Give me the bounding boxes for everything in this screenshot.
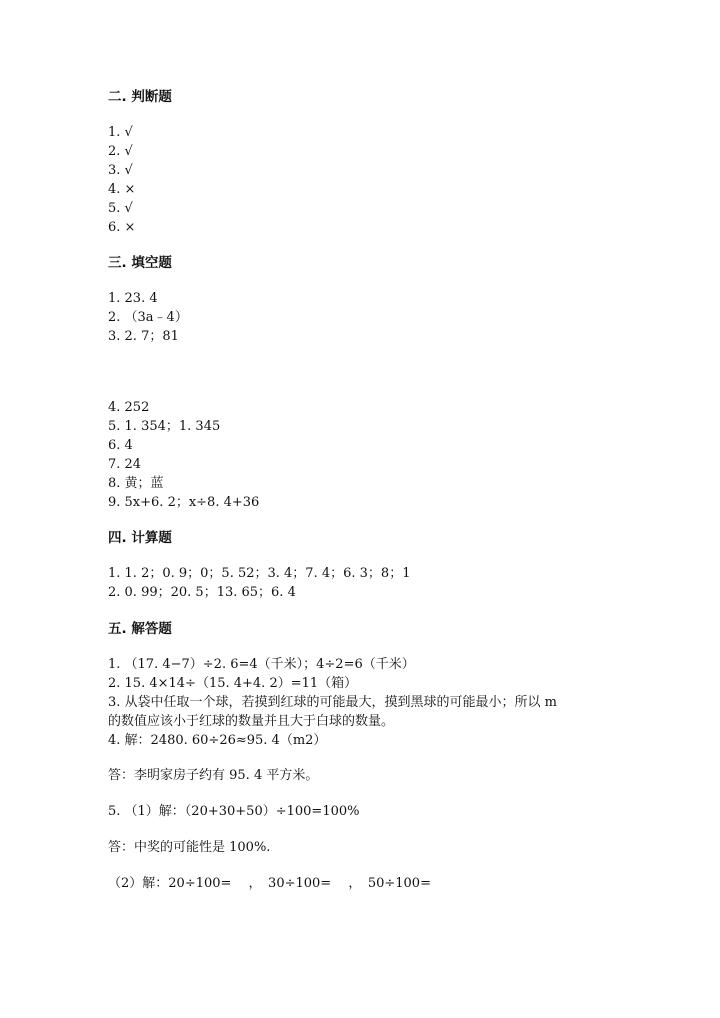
fill-item-6: 6. 4 [108, 438, 133, 453]
fill-item-3: 3. 2. 7；81 [108, 329, 179, 344]
fill-item-7: 7. 24 [108, 457, 142, 472]
judge-item-1: 1. √ [108, 125, 133, 140]
solve-item-2: 2. 15. 4×14÷（15. 4+4. 2）=11（箱） [108, 676, 358, 691]
judge-item-3: 3. √ [108, 163, 133, 178]
fill-item-1: 1. 23. 4 [108, 291, 158, 306]
judge-item-4: 4. × [108, 182, 136, 197]
solve-answer-5-part1: 答：中奖的可能性是 100%. [108, 840, 271, 855]
solve-item-4: 4. 解：2480. 60÷26≈95. 4（m2） [108, 733, 327, 748]
fill-item-8: 8. 黄；蓝 [108, 476, 164, 491]
section-title-judge: 二. 判断题 [108, 89, 172, 105]
fill-item-2: 2. （3a﹣4） [108, 310, 188, 325]
fill-item-4: 4. 252 [108, 400, 150, 415]
solve-item-1: 1. （17. 4−7）÷2. 6=4（千米）；4÷2=6（千米） [108, 657, 415, 672]
fill-item-5: 5. 1. 354；1. 345 [108, 419, 221, 434]
solve-answer-4: 答：李明家房子约有 95. 4 平方米。 [108, 768, 319, 783]
judge-item-2: 2. √ [108, 144, 133, 159]
fill-item-9: 9. 5x+6. 2；x÷8. 4+36 [108, 495, 260, 510]
judge-item-6: 6. × [108, 220, 136, 235]
section-title-solve: 五. 解答题 [108, 621, 172, 637]
solve-item-3-cont: 的数值应该小于红球的数量并且大于白球的数量。 [108, 714, 395, 729]
solve-item-5-part2: （2）解：20÷100= ， 30÷100= ， 50÷100= [108, 876, 431, 891]
calc-item-2: 2. 0. 99；20. 5；13. 65；6. 4 [108, 585, 296, 600]
section-title-calc: 四. 计算题 [108, 530, 172, 546]
solve-item-3: 3. 从袋中任取一个球，若摸到红球的可能最大，摸到黑球的可能最小；所以 m [108, 695, 557, 710]
judge-item-5: 5. √ [108, 201, 133, 216]
section-title-fill: 三. 填空题 [108, 255, 172, 271]
calc-item-1: 1. 1. 2；0. 9；0；5. 52；3. 4；7. 4；6. 3；8；1 [108, 566, 411, 581]
solve-item-5-part1: 5. （1）解：（20+30+50）÷100=100% [108, 804, 360, 819]
